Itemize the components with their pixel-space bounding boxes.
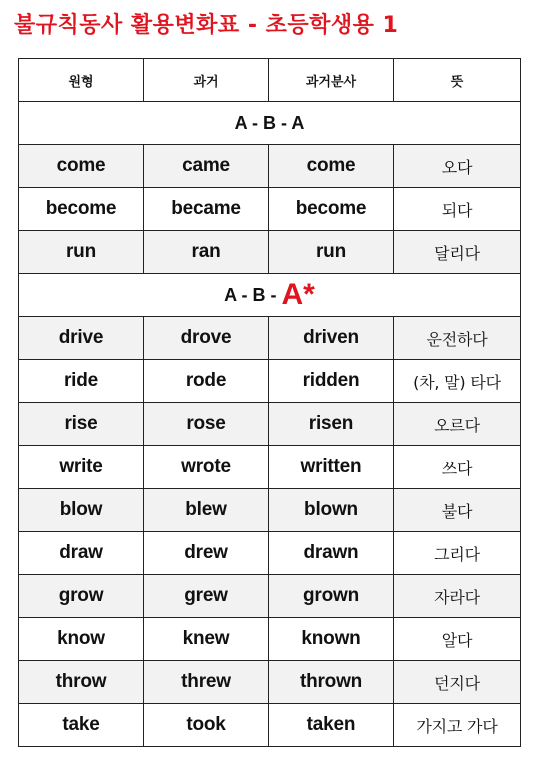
past-cell: drew [144,532,269,575]
group-label-aba-star [19,274,521,317]
group-label-highlight: A* [281,278,315,311]
table-header-row [19,59,521,102]
table-row [19,403,521,446]
past-participle-cell: taken [269,704,394,747]
group2-rows [19,317,521,747]
past-cell: blew [144,489,269,532]
header-past: 과거 [144,59,269,102]
irregular-verb-table [18,58,521,747]
base-form-cell: ride [19,360,144,403]
past-participle-cell: grown [269,575,394,618]
group1-rows [19,145,521,274]
past-cell: took [144,704,269,747]
past-cell: grew [144,575,269,618]
past-participle-cell: written [269,446,394,489]
meaning-cell: 가지고 가다 [394,704,521,747]
base-form-cell: write [19,446,144,489]
header-base-form: 원형 [19,59,144,102]
meaning-cell: 그리다 [394,532,521,575]
past-cell: came [144,145,269,188]
table-row [19,618,521,661]
table-row [19,704,521,747]
group-label-prefix: A - B - [224,285,282,305]
past-participle-cell: blown [269,489,394,532]
base-form-cell: become [19,188,144,231]
table-row [19,145,521,188]
meaning-cell: 알다 [394,618,521,661]
base-form-cell: run [19,231,144,274]
meaning-cell: 운전하다 [394,317,521,360]
table-row [19,231,521,274]
base-form-cell: come [19,145,144,188]
meaning-cell: 쓰다 [394,446,521,489]
past-cell: wrote [144,446,269,489]
past-cell: ran [144,231,269,274]
meaning-cell: 오르다 [394,403,521,446]
meaning-cell: (차, 말) 타다 [394,360,521,403]
group-label-aba: A - B - A [19,102,521,145]
header-meaning: 뜻 [394,59,521,102]
past-participle-cell: become [269,188,394,231]
table-row [19,489,521,532]
base-form-cell: throw [19,661,144,704]
header-past-participle: 과거분사 [269,59,394,102]
past-participle-cell: thrown [269,661,394,704]
table-row [19,661,521,704]
table-row [19,532,521,575]
table-row [19,575,521,618]
past-participle-cell: drawn [269,532,394,575]
past-participle-cell: risen [269,403,394,446]
base-form-cell: draw [19,532,144,575]
meaning-cell: 불다 [394,489,521,532]
table-row [19,446,521,489]
group-header-row [19,274,521,317]
meaning-cell: 던지다 [394,661,521,704]
past-cell: rose [144,403,269,446]
meaning-cell: 자라다 [394,575,521,618]
base-form-cell: drive [19,317,144,360]
table-row [19,317,521,360]
page-title: 불규칙동사 활용변화표 - 초등학생용 1 [14,13,399,38]
past-participle-cell: ridden [269,360,394,403]
base-form-cell: blow [19,489,144,532]
group-header-row [19,102,521,145]
meaning-cell: 달리다 [394,231,521,274]
past-participle-cell: come [269,145,394,188]
table-row [19,360,521,403]
past-participle-cell: known [269,618,394,661]
table-row [19,188,521,231]
meaning-cell: 오다 [394,145,521,188]
past-participle-cell: run [269,231,394,274]
base-form-cell: grow [19,575,144,618]
past-cell: rode [144,360,269,403]
past-cell: knew [144,618,269,661]
past-cell: became [144,188,269,231]
meaning-cell: 되다 [394,188,521,231]
base-form-cell: know [19,618,144,661]
past-cell: drove [144,317,269,360]
past-cell: threw [144,661,269,704]
base-form-cell: rise [19,403,144,446]
past-participle-cell: driven [269,317,394,360]
base-form-cell: take [19,704,144,747]
